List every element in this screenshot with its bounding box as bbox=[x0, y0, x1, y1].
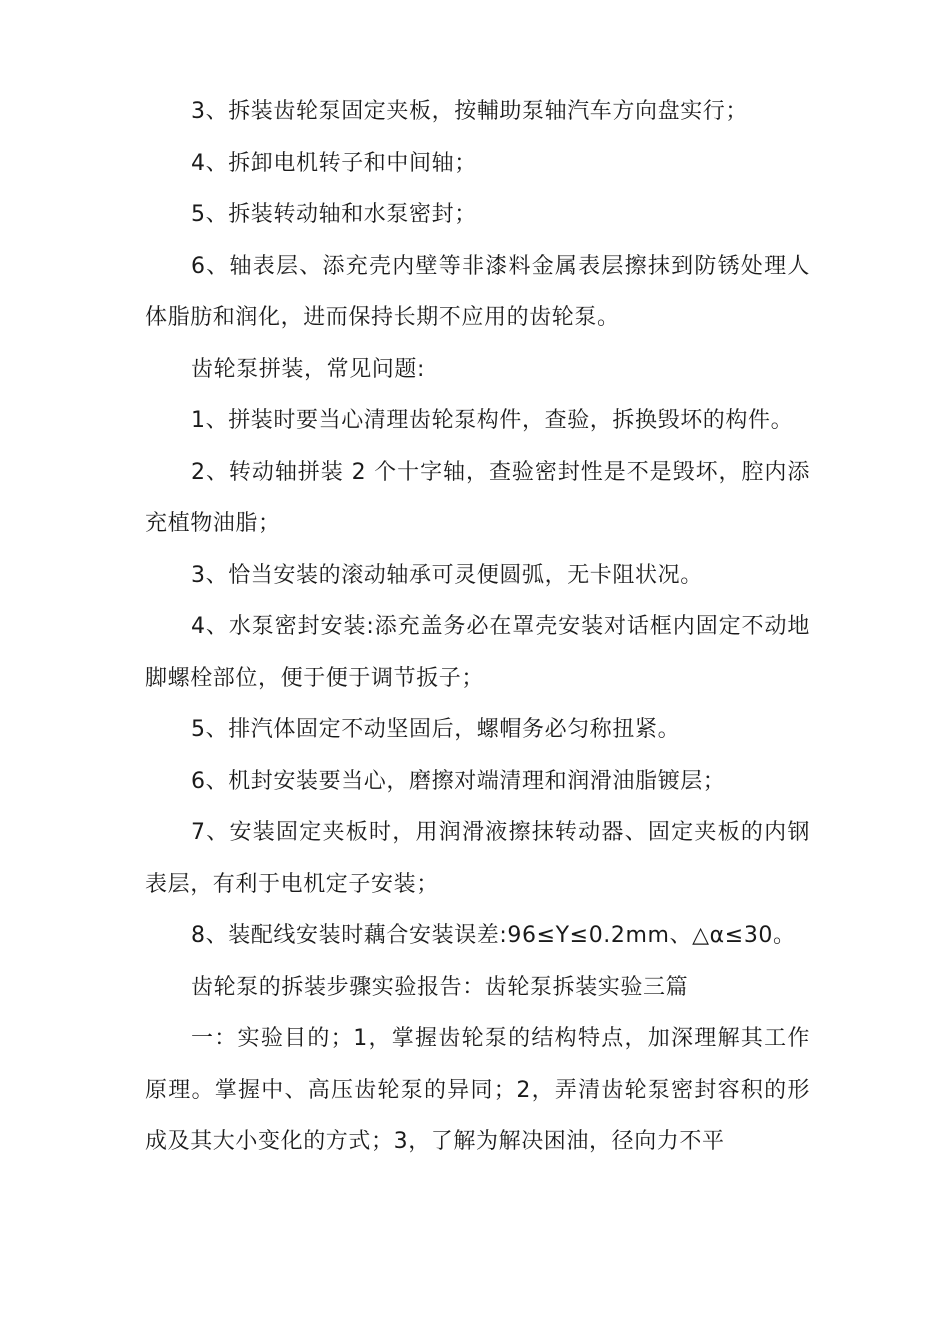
section-heading-report: 齿轮泵的拆装步骤实验报告：齿轮泵拆装实验三篇 bbox=[191, 974, 689, 1000]
paragraph-assembly-8: 8、装配线安装时藕合安装误差:96≤Y≤0.2mm、△α≤30。 bbox=[191, 923, 796, 948]
paragraph-step-5: 5、拆装转动轴和水泵密封； bbox=[191, 202, 477, 227]
paragraph-step-3: 3、拆装齿轮泵固定夹板，按輔助泵轴汽车方向盘实行； bbox=[191, 99, 748, 124]
paragraph-assembly-5: 5、排汽体固定不动坚固后，螺帽务必匀称扭紧。 bbox=[191, 717, 681, 742]
document-body bbox=[145, 86, 810, 1168]
paragraph-assembly-7: 7、安装固定夹板时，用润滑液擦抹转动器、固定夹板的内钢表层，有利于电机定子安装； bbox=[145, 820, 810, 897]
paragraph-assembly-3: 3、恰当安装的滚动轴承可灵便圆弧，无卡阻状况。 bbox=[191, 562, 703, 588]
paragraph-assembly-1: 1、拼装时要当心清理齿轮泵构件，查验，拆换毁坏的构件。 bbox=[191, 408, 794, 433]
paragraph-assembly-2: 2、转动轴拼装 2 个十字轴，查验密封性是不是毁坏，腔内添充植物油脂； bbox=[145, 459, 810, 536]
section-heading-assembly: 齿轮泵拼装，常见问题: bbox=[191, 356, 426, 382]
paragraph-step-6: 6、轴表层、添充壳内壁等非漆料金属表层擦抹到防锈处理人体脂肪和润化，进而保持长期不应用的齿轮泵。 bbox=[145, 253, 810, 330]
paragraph-assembly-4: 4、水泵密封安装:添充盖务必在罩壳安装对话框内固定不动地脚螺栓部位，便于便于调节扳子； bbox=[145, 614, 810, 691]
paragraph-step-4: 4、拆卸电机转子和中间轴； bbox=[191, 150, 477, 176]
paragraph-assembly-6: 6、机封安装要当心，磨擦对端清理和润滑油脂镀层； bbox=[191, 768, 726, 794]
paragraph-experiment-purpose: 一：实验目的；1，掌握齿轮泵的结构特点，加深理解其工作原理。掌握中、高压齿轮泵的异同；2，弄清齿轮泵密封容积的形成及其大小变化的方式；3，了解为解决困油，径向力不平 bbox=[145, 1026, 810, 1154]
